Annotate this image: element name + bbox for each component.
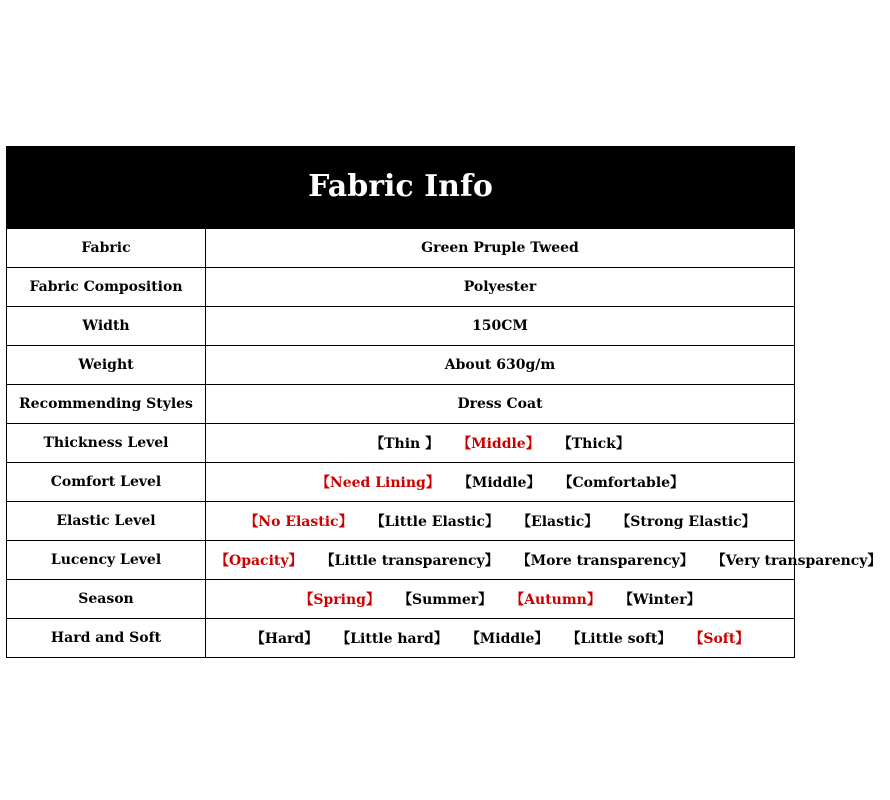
option: 【Summer】 <box>397 592 493 608</box>
title-bar <box>6 146 795 228</box>
row-value <box>206 385 795 424</box>
option: 【Strong Elastic】 <box>616 514 756 530</box>
row-label <box>7 229 206 268</box>
row-label <box>7 541 206 580</box>
option-selected: 【No Elastic】 <box>244 514 353 530</box>
row-value <box>206 463 795 502</box>
option: 【Little Elastic】 <box>370 514 500 530</box>
option-selected: 【Opacity】 <box>215 553 303 569</box>
row-label-text: Lucency Level <box>50 552 162 568</box>
table-row-fabric <box>7 229 795 268</box>
table-row-fabric-composition <box>7 268 795 307</box>
fabric-info-table <box>6 228 882 658</box>
page-title: Fabric Info <box>308 168 493 204</box>
row-value <box>206 307 795 346</box>
row-label-text: Fabric <box>81 240 131 256</box>
row-value-text: About 630g/m <box>444 357 556 373</box>
row-value <box>206 580 795 619</box>
row-label <box>7 268 206 307</box>
row-label <box>7 463 206 502</box>
row-label-text: Season <box>78 591 134 607</box>
row-label-text: Weight <box>78 357 134 373</box>
row-label-text: Hard and Soft <box>50 630 162 646</box>
row-label-text: Recommending Styles <box>19 396 193 412</box>
option-selected: 【Autumn】 <box>510 592 601 608</box>
option: 【Little soft】 <box>566 631 672 647</box>
row-label <box>7 346 206 385</box>
row-label <box>7 385 206 424</box>
table-body <box>7 229 882 658</box>
table-row-recommending-styles <box>7 385 795 424</box>
row-label <box>7 580 206 619</box>
option: 【Comfortable】 <box>558 475 685 491</box>
option: 【Middle】 <box>457 475 541 491</box>
option-selected: 【Spring】 <box>299 592 380 608</box>
table-row-hard-and-soft <box>7 619 795 658</box>
option: 【Thin 】 <box>370 436 440 452</box>
row-label-text: Comfort Level <box>50 474 162 490</box>
row-value <box>206 229 795 268</box>
row-value <box>206 502 795 541</box>
option-selected: 【Middle】 <box>457 436 540 452</box>
table-row-thickness-level <box>7 424 795 463</box>
row-value <box>206 346 795 385</box>
row-value-text: 150CM <box>472 318 528 334</box>
table-row-width <box>7 307 795 346</box>
table-row-lucency-level <box>7 541 795 580</box>
option: 【Little transparency】 <box>320 553 499 569</box>
row-value-text: Dress Coat <box>457 396 543 412</box>
table-row-season <box>7 580 795 619</box>
option-selected: 【Soft】 <box>689 631 750 647</box>
row-label <box>7 424 206 463</box>
row-label-text: Fabric Composition <box>29 279 183 295</box>
option: 【Winter】 <box>618 592 701 608</box>
fabric-info-sheet <box>6 146 882 658</box>
row-value-text: Polyester <box>463 279 537 295</box>
option: 【Elastic】 <box>517 514 599 530</box>
row-value <box>206 619 795 658</box>
row-label-text: Thickness Level <box>43 435 169 451</box>
row-label <box>7 307 206 346</box>
row-label <box>7 502 206 541</box>
option: 【Hard】 <box>250 631 319 647</box>
row-label <box>7 619 206 658</box>
option: 【Thick】 <box>557 436 630 452</box>
row-value <box>206 424 795 463</box>
table-row-weight <box>7 346 795 385</box>
row-value-text: Green Pruple Tweed <box>421 240 579 256</box>
row-value <box>206 541 882 580</box>
option-selected: 【Need Lining】 <box>315 475 440 491</box>
table-row-elastic-level <box>7 502 795 541</box>
row-value <box>206 268 795 307</box>
option: 【Very transparency】 <box>711 553 882 569</box>
option: 【Middle】 <box>465 631 549 647</box>
row-label-text: Width <box>82 318 130 334</box>
option: 【More transparency】 <box>516 553 694 569</box>
table-row-comfort-level <box>7 463 795 502</box>
option: 【Little hard】 <box>336 631 448 647</box>
row-label-text: Elastic Level <box>56 513 156 529</box>
